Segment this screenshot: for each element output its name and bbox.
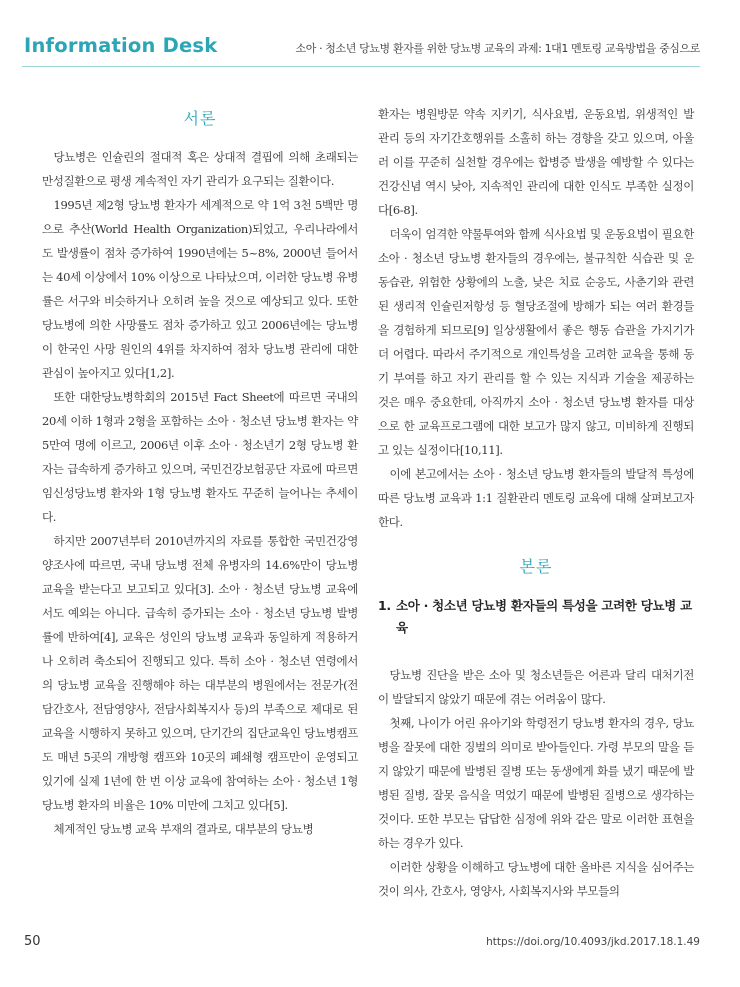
paragraph: 또한 대한당뇨병학회의 2015년 Fact Sheet에 따르면 국내의 20세 이하 1형과 2형을 포함하는 소아 · 청소년 당뇨병 환자는 약 5만여 명에 이르고, 2006년 이후 소아 · 청소년기 2형 당뇨병 환자는 급속하게 증가하고 있으며, 국민건강보험공단 자료에 따르면 임신성당뇨병 환자와 1형 당뇨병 환자도 꾸준히 늘어나는 추세이다. <box>42 390 358 524</box>
section-title-introduction: 서론 <box>183 109 217 128</box>
paragraph: 하지만 2007년부터 2010년까지의 자료를 통합한 국민건강영양조사에 따르면, 국내 당뇨병 전체 유병자의 14.6%만이 당뇨병 교육을 받는다고 보고되고 있다[3]. 소아 · 청소년 당뇨병 교육에서도 예외는 아니다. 급속히 증가되는 소아 · 청소년 당뇨병 발병률에 반하여[4], 교육은 성인의 당뇨병 교육과 동일하게 적용하거나 오히려 축소되어 진행되고 있다. 특히 소아 · 청소년 연령에서의 당뇨병 교육을 진행해야 하는 대부분의 병원에서는 전문가(전담간호사, 전담영양사, 전담사회복지사 등)의 부족으로 제대로 된 교육을 시행하지 못하고 있으며, 단기간의 집단교육인 당뇨병캠프도 매년 5곳의 개방형 캠프와 10곳의 폐쇄형 캠프만이 운영되고 있기에 실제 1년에 한 번 이상 교육에 참여하는 소아 · 청소년 1형 당뇨병 환자의 비율은 10% 미만에 그치고 있다[5]. <box>42 534 358 812</box>
running-title: 소아 · 청소년 당뇨병 환자를 위한 당뇨병 교육의 과제: 1대1 멘토링 교육방법을 중심으로 <box>295 42 700 55</box>
paragraph: 당뇨병은 인슐린의 절대적 혹은 상대적 결핍에 의해 초래되는 만성질환으로 평생 계속적인 자기 관리가 요구되는 질환이다. <box>42 150 358 188</box>
left-column <box>42 102 358 841</box>
paragraph: 환자는 병원방문 약속 지키기, 식사요법, 운동요법, 위생적인 발 관리 등의 자기간호행위를 소홀히 하는 경향을 갖고 있으며, 아울러 이를 꾸준히 실천할 경우에는 합병증 발생을 예방할 수 있다는 건강신념 역시 낮아, 지속적인 관리에 대한 인식도 부족한 실정이다[6-8]. <box>378 107 694 217</box>
right-column <box>378 102 694 903</box>
subsection-number: 1. <box>378 598 391 613</box>
paragraph: 더욱이 엄격한 약물투여와 함께 식사요법 및 운동요법이 필요한 소아 · 청소년 당뇨병 환자들의 경우에는, 불규칙한 식습관 및 운동습관, 위험한 상황에의 노출, 낮은 치료 순응도, 사춘기와 관련된 생리적 인슐린저항성 등 혈당조절에 방해가 되는 여러 환경들을 경험하게 되므로[9] 일상생활에서 좋은 행동 습관을 가지기가 더 어렵다. 따라서 주기적으로 개인특성을 고려한 교육을 통해 동기 부여를 하고 자기 관리를 할 수 있는 지식과 기술을 제공하는 것은 매우 중요한데, 아직까지 소아 · 청소년 당뇨병 환자를 대상으로 한 교육프로그램에 대한 보고가 많지 않고, 미비하게 진행되고 있는 실정이다[10,11]. <box>378 227 694 457</box>
page-number: 50 <box>24 934 41 949</box>
section-title-body: 본론 <box>519 557 553 576</box>
paragraph: 체계적인 당뇨병 교육 부재의 결과로, 대부분의 당뇨병 <box>53 822 314 836</box>
paragraph: 당뇨병 진단을 받은 소아 및 청소년들은 어른과 달리 대처기전이 발달되지 않았기 때문에 겪는 어려움이 많다. <box>378 668 694 706</box>
paragraph: 이에 본고에서는 소아 · 청소년 당뇨병 환자들의 발달적 특성에 따른 당뇨병 교육과 1:1 질환관리 멘토링 교육에 대해 살펴보고자 한다. <box>378 467 694 529</box>
paragraph: 첫째, 나이가 어린 유아기와 학령전기 당뇨병 환자의 경우, 당뇨병을 잘못에 대한 징벌의 의미로 받아들인다. 가령 부모의 말을 듣지 않았기 때문에 발병된 질병 또는 동생에게 화를 냈기 때문에 발병된 질병, 잘못 음식을 먹었기 때문에 발병된 질병으로 생각하는 것이다. 또한 부모는 답답한 심정에 위와 같은 말로 이러한 표현을 하는 경우가 있다. <box>378 716 694 850</box>
subsection-text: 소아 · 청소년 당뇨병 환자들의 특성을 고려한 당뇨병 교육 <box>396 598 692 635</box>
paragraph: 이러한 상황을 이해하고 당뇨병에 대한 올바른 지식을 심어주는 것이 의사, 간호사, 영양사, 사회복지사와 부모들의 <box>378 860 694 898</box>
subsection-heading <box>378 595 694 639</box>
doi-link[interactable]: https://doi.org/10.4093/jkd.2017.18.1.49 <box>486 936 700 948</box>
journal-brand: Information Desk <box>24 34 218 57</box>
header-rule <box>22 66 700 67</box>
paragraph: 1995년 제2형 당뇨병 환자가 세계적으로 약 1억 3천 5백만 명으로 추산(World Health Organization)되었고, 우리나라에서도 발생률이 점차 증가하여 1990년에는 5~8%, 2000년 들어서는 40세 이상에서 10% 이상으로 나타났으며, 이러한 당뇨병 유병률은 서구와 비슷하거나 오히려 높을 것으로 예상되고 있다. 또한 당뇨병에 의한 사망률도 점차 증가하고 있고 2006년에는 당뇨병이 한국인 사망 원인의 4위를 차지하여 점차 당뇨병 관리에 대한 관심이 높아지고 있다[1,2]. <box>42 198 358 380</box>
